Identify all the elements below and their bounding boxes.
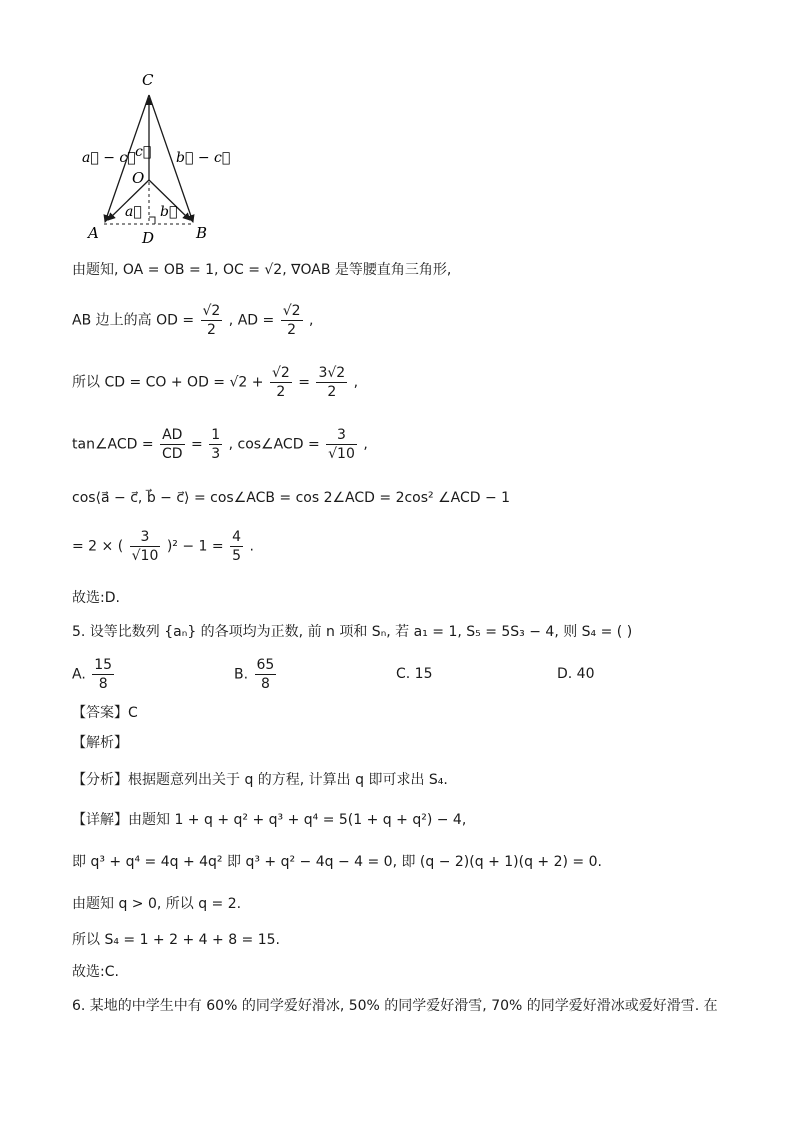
fraction — [316, 364, 347, 401]
label-o: O — [132, 169, 145, 187]
text-line-7: 故选:D. — [72, 590, 120, 606]
fraction — [92, 656, 114, 693]
frac-num: 15 — [94, 657, 113, 673]
frac-den: √10 — [131, 548, 159, 564]
text-line-8: 即 q³ + q⁴ = 4q + 4q² 即 q³ + q² − 4q − 4 = 0, 即 (q − 2)(q + 1)(q + 2) = 0. — [72, 854, 602, 870]
frac-den: 8 — [260, 676, 270, 692]
l6-prefix: = 2 × ( — [72, 538, 124, 555]
frac-den: 5 — [232, 548, 242, 564]
text-line-6 — [72, 528, 254, 565]
frac-den: 2 — [327, 384, 337, 400]
text-line-9: 由题知 q > 0, 所以 q = 2. — [72, 896, 242, 912]
frac-num: 3 — [130, 528, 161, 547]
label-b: B — [196, 224, 208, 242]
option-d: D. 40 — [557, 666, 595, 682]
text-line-4 — [72, 426, 368, 463]
option-c: C. 15 — [396, 666, 433, 682]
frac-num: √2 — [202, 303, 221, 319]
label-a-vector: a⃗ — [125, 204, 142, 220]
frac-den: √10 — [328, 446, 355, 462]
label-b-minus-c: b⃗ − c⃗ — [176, 150, 231, 166]
analysis-tag: 【解析】 — [72, 735, 128, 751]
question-6: 6. 某地的中学生中有 60% 的同学爱好滑冰, 50% 的同学爱好滑雪, 70% 的同学爱好滑冰或爱好滑雪. 在 — [72, 998, 718, 1014]
fraction — [255, 656, 277, 693]
fraction — [160, 426, 185, 463]
frac-num: 1 — [211, 427, 221, 443]
text-line-5: cos⟨a⃗ − c⃗, b⃗ − c⃗⟩ = cos∠ACB = cos 2∠ACD = 2cos² ∠ACD − 1 — [72, 490, 511, 506]
frac-den: 2 — [276, 384, 286, 400]
frac-num: 3 — [326, 426, 357, 445]
label-c-vector: c⃗ — [135, 144, 152, 160]
l2-prefix: AB 边上的高 OD = — [72, 312, 195, 329]
l6-suffix: . — [249, 538, 254, 555]
frac-den: CD — [162, 446, 183, 462]
label-a-minus-c: a⃗ − c⃗ — [82, 150, 136, 166]
text-line-2 — [72, 302, 313, 339]
label-d: D — [142, 229, 155, 247]
label-c: C — [142, 71, 154, 89]
l6-mid: )² − 1 = — [166, 538, 224, 555]
frac-den: 8 — [98, 676, 108, 692]
question-5: 5. 设等比数列 {aₙ} 的各项均为正数, 前 n 项和 Sₙ, 若 a₁ = 1, S₅ = 5S₃ − 4, 则 S₄ = ( ) — [72, 624, 633, 640]
fraction — [326, 426, 357, 463]
text-line-3 — [72, 364, 358, 401]
frac-num: 65 — [256, 657, 275, 673]
frac-num: √2 — [282, 303, 301, 319]
l2-mid: , AD = — [228, 312, 275, 329]
right-angle-mark — [149, 217, 155, 224]
frac-num: AD — [160, 426, 185, 445]
l2-suffix: , — [308, 312, 314, 329]
option-b-label: B. — [234, 666, 249, 683]
text-line-10: 所以 S₄ = 1 + 2 + 4 + 8 = 15. — [72, 932, 280, 948]
frac-den: 2 — [206, 322, 216, 338]
l4-mid: , cos∠ACD = — [228, 436, 320, 453]
analysis-summary: 【分析】根据题意列出关于 q 的方程, 计算出 q 即可求出 S₄. — [72, 772, 448, 788]
option-b — [234, 656, 278, 693]
l4-suffix: , — [363, 436, 368, 453]
frac-num: 3√2 — [318, 365, 346, 381]
text-line-1: 由题知, OA = OB = 1, OC = √2, ∇OAB 是等腰直角三角形, — [72, 262, 452, 278]
fraction — [270, 364, 292, 401]
text-line-11: 故选:C. — [72, 964, 119, 980]
answer-tag: 【答案】C — [72, 705, 138, 721]
fraction — [209, 426, 222, 463]
l3-eq: = — [298, 374, 310, 391]
vector-triangle-diagram — [0, 0, 794, 250]
l3-suffix: , — [353, 374, 359, 391]
frac-num: 4 — [232, 529, 242, 545]
frac-den: 2 — [287, 322, 297, 338]
option-a — [72, 656, 116, 693]
l4-eq: = — [191, 436, 203, 453]
l4-prefix: tan∠ACD = — [72, 436, 154, 453]
fraction — [281, 302, 303, 339]
fraction — [130, 528, 161, 565]
frac-den: 3 — [211, 446, 221, 462]
detailed-solution: 【详解】由题知 1 + q + q² + q³ + q⁴ = 5(1 + q + q²) − 4, — [72, 812, 467, 828]
label-b-vector: b⃗ — [160, 204, 178, 220]
option-a-label: A. — [72, 666, 86, 683]
frac-num: √2 — [271, 365, 290, 381]
fraction — [201, 302, 223, 339]
l3-prefix: 所以 CD = CO + OD = √2 + — [72, 374, 264, 391]
label-a: A — [88, 224, 99, 242]
fraction — [230, 528, 243, 565]
